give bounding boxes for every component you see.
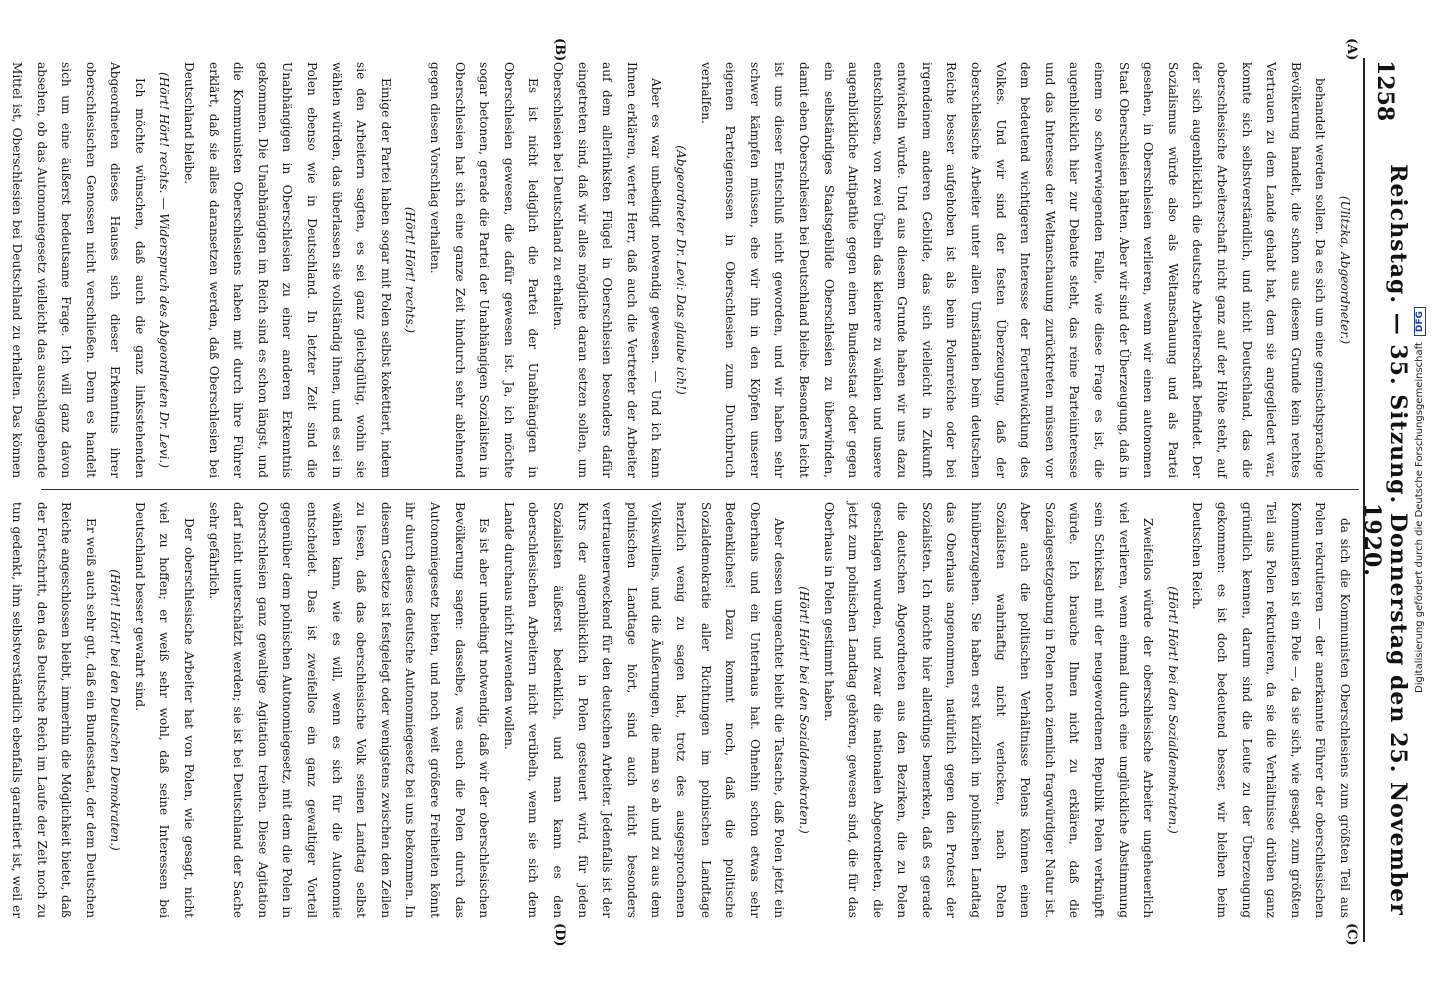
right-column (9, 502, 1357, 918)
rotated-page-content (9, 38, 1411, 960)
page-number: 1258 (1372, 60, 1398, 122)
paragraph: Einige der Partei haben sogar mit Polen selbst kokettiert, indem sie den Arbeitern sagten, es sei ganz gleichgültig, wohin sie wählen würden, das überlassen sie vollständig ihnen, und es sei in Polen ebenso wie in Deutschland. In letzter Zeit sind die Unabhängigen in Oberschlesien zu einer anderen Erkenntnis gekommen. Die Unabhängigen im Reich sind es schon längst, und die Kommunisten Oberschlesiens haben mit durch ihre Führer erklärt, daß sie alles daransetzen werden, daß Oberschlesien bei Deutschland bleibe. (182, 62, 393, 478)
dfg-logo: DFG (1414, 307, 1426, 336)
column-divider (41, 489, 1359, 490)
paragraph: Aber es war unbedingt notwendig gewesen. — Und ich kann Ihnen erklären, werter Herr, daß auch die Vertreter der Arbeiter auf dem allerlinksten Flügel in Oberschlesien besonders dafür eingetreten sind, daß wir alles mögliche daran setzen sollen, um Oberschlesien bei Deutschland zu erhalten. (551, 62, 664, 478)
paragraph: Er weiß auch sehr gut, daß ein Bundesstaat, der dem Deutschen Reiche angeschlossen bleibt, immerhin die Möglichkeit bietet, daß der Fortschritt, den das Deutsche Reich im Laufe der Zeit noch zu tun gedenkt, ihm selbstverständlich ebenfalls garantiert ist, weil er (9, 502, 98, 918)
header-rule (1363, 58, 1365, 942)
margin-marker-c: (C) (1344, 923, 1359, 946)
left-column (9, 62, 1357, 478)
paragraph: Der oberschlesische Arbeiter hat von Polen, wie gesagt, nicht viel zu hoffen; er weiß sehr wohl, daß seine Interessen bei Deutschland besser gewahrt sind. (132, 502, 197, 918)
footer-credit (1414, 10, 1426, 990)
speaker-label: (Ulitzka, Abgeordneter.) (1338, 195, 1352, 345)
interjection: (Hört! Hört! bei den Sozialdemokraten.) (796, 586, 811, 834)
page-title: Reichstag. — 35. Sitzung. Donnerstag den 25. November 1920. (1359, 164, 1411, 916)
paragraph: behandelt werden sollen. Da es sich um eine gemischtsprachige Bevölkerung handelt, die schon aus diesem Grunde kein rechtes Vertrauen zu dem Lande gehabt hat, dem sie angegliedert war, konnte sich selbstverständlich, und nicht Deutschland, das die oberschlesische Arbeiterschaft nicht ganz auf der Höhe steht, auf der sich augenblicklich die deutsche Arbeiterschaft befindet. Der Sozialismus würde also als Weltanschauung und als Partei gesehen, in Oberschlesien verlieren, wenn wir einen autonomen Staat Oberschlesien hätten. Aber wir sind der Überzeugung, daß in einem so schwerwiegenden Falle, wie diese Frage es ist, die augenblicklich hier zur Debatte steht, das reine Parteiinteresse und das Interesse der Weltanschauung zurücktreten müssen vor dem bedeutend wichtigeren Interesse der Fortentwicklung des Volkes. Und wir sind der festen Überzeugung, daß der oberschlesische Arbeiter unter allen Umständen beim deutschen Reiche besser aufgehoben ist als beim Polenreiche oder bei irgendeinem anderen Gebilde, das sich vielleicht in Zukunft entwickeln würde. Und aus diesem Grunde haben wir uns dazu entschlossen, von zwei Übeln das kleinere zu wählen und unsere augenblickliche Antipathie gegen einen Bundesstaat oder gegen ein selbständiges Staatsgebilde Oberschlesien zu überwinden, damit eben Oberschlesien bei Deutschland bleibe. Besonders leicht ist uns dieser Entschluß nicht geworden, und wir haben sehr schwer kämpfen müssen, ehe wir ihn in den Köpfen unserer eigenen Parteigenossen in Oberschlesien zum Durchbruch verhalfen. (698, 62, 1328, 478)
paragraph: Zweifellos würde der oberschlesische Arbeiter ungeheuerlich viel verlieren, wenn einmal durch eine unglückliche Abstimmung sein Schicksal mit der neugewordenen Republik Polen verknüpft würde. Ich brauche Ihnen nicht zu erklären, daß die Sozialgesetzgebung in Polen noch ziemlich fragwürdiger Natur ist. Aber auch die politischen Verhältnisse Polens können einen Sozialisten wahrhaftig nicht verlocken, nach Polen hinüberzugehen. Sie haben erst kürzlich im polnischen Landtag das Oberhaus angenommen, natürlich gegen den Protest der Sozialisten. Ich möchte hier allerdings bemerken, daß es gerade die deutschen Abgeordneten aus den Bezirken, die zu Polen geschlagen wurden, und zwar die nationalen Abgeordneten, die jetzt zum polnischen Landtag gehören, gewesen sind, die für das Oberhaus in Polen gestimmt haben. (821, 502, 1156, 918)
interjection: (Hört! Hört! rechts.) (403, 206, 418, 334)
paragraph: Aber dessen ungeachtet bleibt die Tatsache, daß Polen jetzt ein Oberhaus und ein Unterhaus hat. Ohnehin schon etwas sehr Bedenkliches! Dazu kommt noch, daß die politische Sozialdemokratie aller Richtungen im polnischen Landtage herzlich wenig zu sagen hat, trotz des ausgesprochenen Volkswillens, und die Äußerungen, die man so ab und zu aus dem polnischen Landtage hört, sind auch nicht besonders vertrauenerweckend für den deutschen Arbeiter. Jedenfalls ist der Kurs der augenblicklich in Polen gesteuert wird, für jeden Sozialisten äußerst bedenklich, und man kann es den oberschlesischen Arbeitern nicht verübeln, wenn sie sich dem Lande durchaus nicht zuwenden wollen. (501, 502, 787, 918)
digitization-footer (1406, 0, 1434, 1000)
paragraph: Ich möchte wünschen, daß auch die ganz linksstehenden Abgeordneten dieses Hauses sich dieser Erkenntnis ihrer oberschlesischen Genossen nicht verschließen. Denn es handelt sich um eine äußerst bedeutsame Frage. Ich will ganz davon absehen, ob das Autonomiegesetz vielleicht das ausschlaggebende Mittel ist, Oberschlesien bei Deutschland zu erhalten. Das können (9, 62, 147, 478)
paragraph: da sich die Kommunisten Oberschlesiens zum größten Teil aus Polen rekrutieren — der anerkannte Führer der oberschlesischen Kommunisten ist ein Pole —, da sie sich, wie gesagt, zum größten Teil aus Polen rekrutieren, da sie die Verhältnisse drüben ganz gründlich kennen, darum sind die Leute zu der Überzeugung gekommen: es ist doch bedeutend besser, wir bleiben beim Deutschen Reich. (1190, 502, 1352, 918)
interjection: (Hört! Hört! bei den Deutschen Demokraten.) (108, 569, 123, 851)
interjection: (Hört! Hört! rechts. — Widerspruch des Abgeordneten Dr. Levi.) (157, 72, 172, 468)
margin-marker-d: (D) (552, 923, 567, 947)
page-header (1359, 60, 1411, 940)
margin-marker-a: (A) (1344, 38, 1359, 61)
interjection: (Abgeordneter Dr. Levi: Das glaube ich!) (673, 145, 688, 395)
interjection: (Hört! Hört! bei den Sozialdemokraten.) (1165, 586, 1180, 834)
footer-text: Digitalisierung gefördert durch die Deutsche Forschungsgemeinschaft (1414, 342, 1425, 693)
paragraph: Es ist nicht lediglich die Partei der Unabhängigen in Oberschlesien gewesen, die dafür gewesen ist. Ja, ich möchte sogar betonen, gerade die Partei der Unabhängigen Sozialisten in Oberschlesien hat sich eine ganze Zeit hindurch sehr ablehnend gegen diesen Vorschlag verhalten. (428, 62, 541, 478)
paragraph: Es ist aber unbedingt notwendig, daß wir der oberschlesischen Bevölkerung sagen: dasselbe, was euch die Polen durch das Autonomiegesetz bieten, und noch weit größere Freiheiten könnt ihr durch dieses deutsche Autonomiegesetz bei uns bekommen. In diesem Gesetze ist festgelegt oder wenigstens zwischen den Zeilen zu lesen, daß das oberschlesische Volk seinen Landtag selbst wählen kann, wie es will, wenn es sich für die Autonomie entscheidet. Das ist zweifellos ein ganz gewaltiger Vorteil gegenüber dem polnischen Autonomiegesetz, mit dem die Polen in Oberschlesien ganz gewaltige Agitation treiben. Diese Agitation darf nicht unterschätzt werden; sie ist bei Deutschland der Sache sehr gefährlich. (206, 502, 492, 918)
margin-marker-b: (B) (552, 38, 567, 62)
